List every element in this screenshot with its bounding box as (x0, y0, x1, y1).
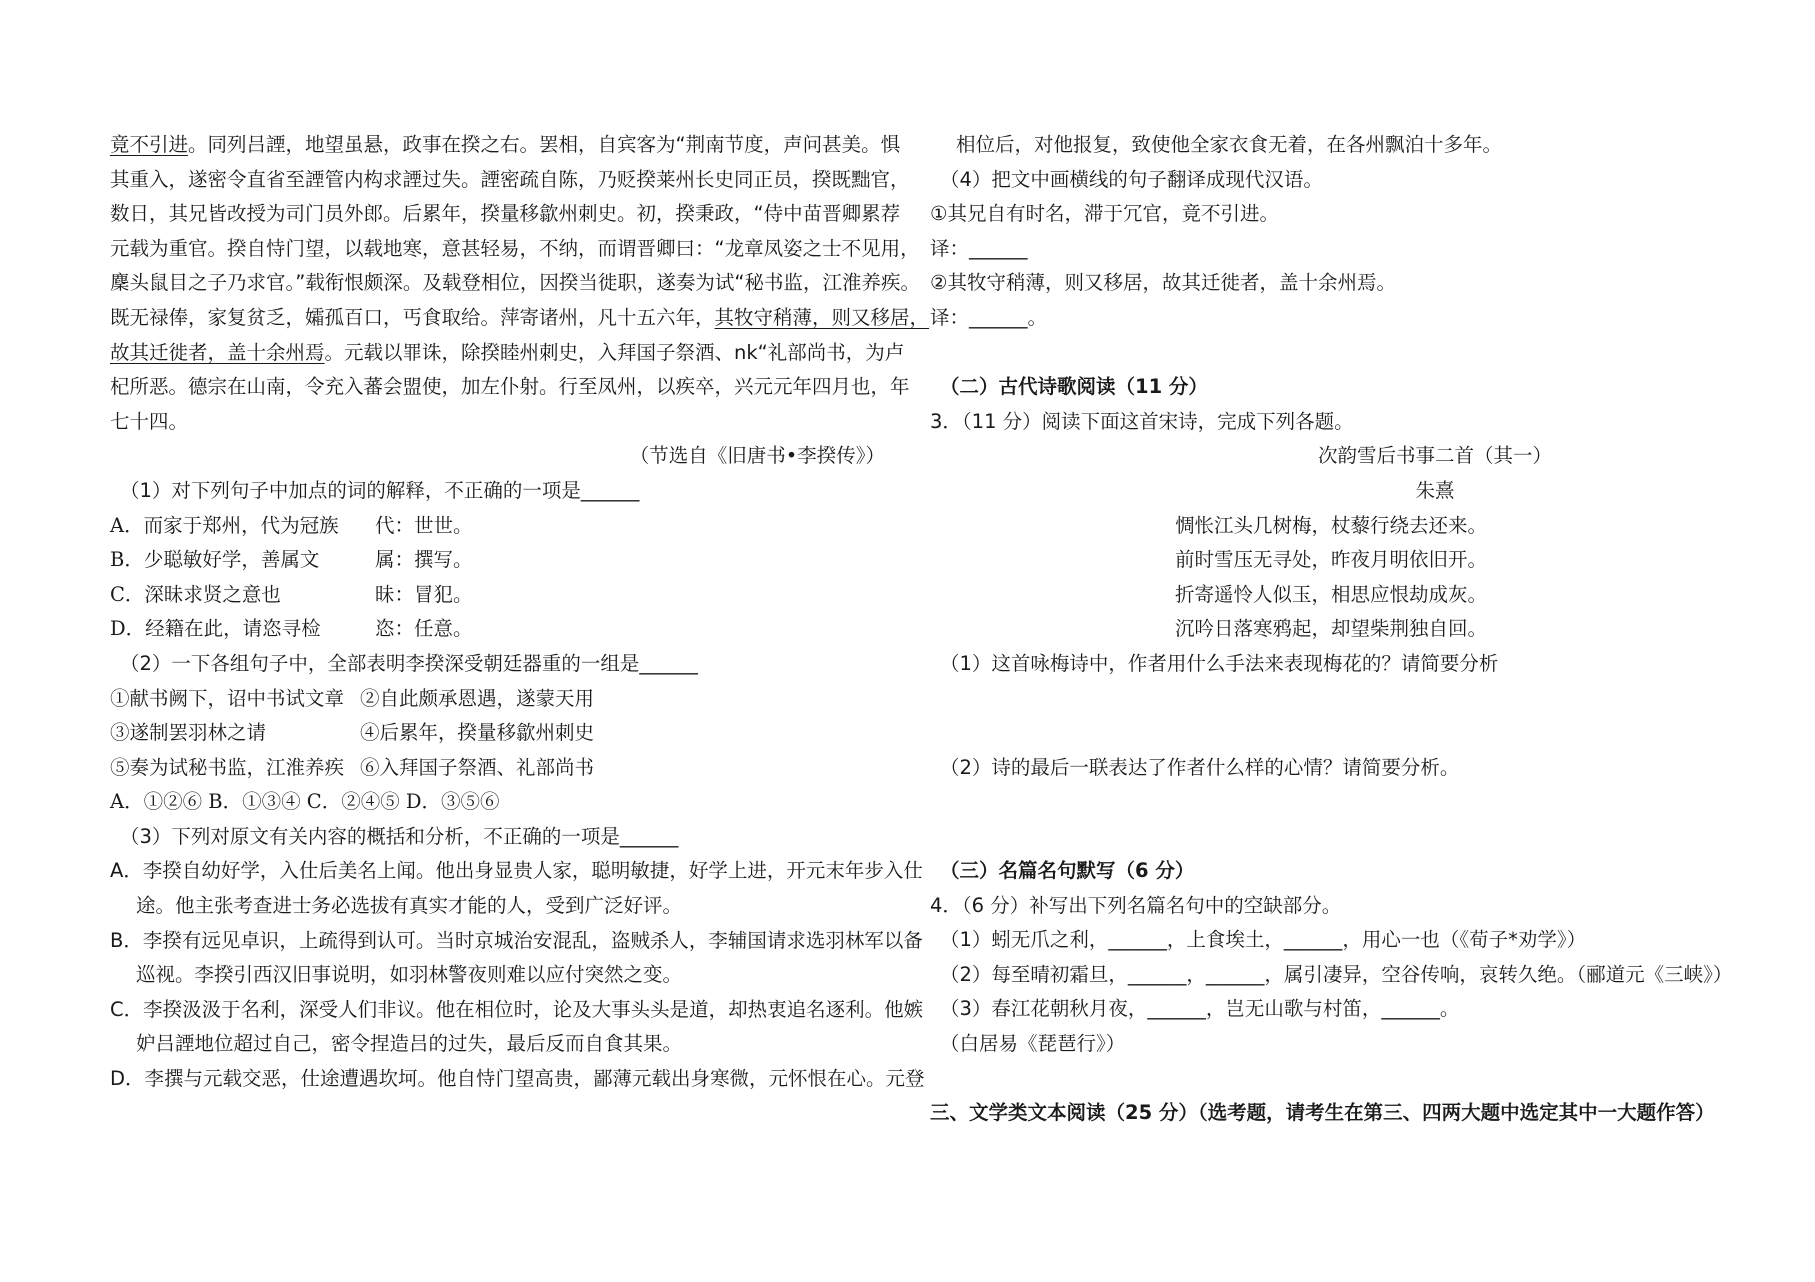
question-3-option-cont: 妒吕諲地位超过自己，密令捏造吕的过失，最后反而自食其果。 (136, 1032, 683, 1056)
question-4-sentence-2: ②其牧守稍薄，则又移居，故其迁徙者，盖十余州焉。 (930, 271, 1396, 295)
question-3-option-d-cont: 相位后，对他报复，致使他全家衣食无着，在各州飘泊十多年。 (956, 133, 1503, 156)
sentence-item: ②自此颇承恩遇，遂蒙天用 (360, 686, 595, 710)
question-1-options (110, 509, 910, 647)
sentence-item: ④后累年，揆量移歙州刺史 (360, 721, 595, 745)
option-sentence: B．少聪敏好学，善属文 (110, 548, 320, 572)
question-4-translation-2: 译：______。 (930, 305, 1048, 329)
poem-question-2: （2）诗的最后一联表达了作者什么样的心情？请简要分析。 (940, 755, 1460, 779)
question-3-option-cont: 巡视。李揆引西汉旧事说明，如羽林警夜则难以应付突然之变。 (136, 963, 683, 987)
passage-line (110, 336, 910, 371)
poem-line: 折寄遥怜人似玉，相思应恨劫成灰。 (1175, 582, 1488, 606)
sentence-group-row (110, 751, 910, 786)
question-1-stem: （1）对下列句子中加点的词的解释，不正确的一项是______ (120, 478, 640, 502)
poem-line: 前时雪压无寻处，昨夜月明依旧开。 (1175, 548, 1488, 572)
option-gloss: 属：撰写。 (375, 548, 473, 572)
passage-line (110, 163, 910, 198)
passage-text: 数日，其兄皆改授为司门员外郎。后累年，揆量移歙州刺史。初，揆秉政，“侍中苗晋卿累荐 (110, 202, 901, 226)
question-1-option (110, 578, 910, 613)
passage-text: 元载为重官。揆自恃门望，以载地寒，意甚轻易，不纳，而谓晋卿曰：“龙章凤姿之士不见用， (110, 236, 920, 260)
underlined-sentence: 故其迁徙者，盖十余州焉 (110, 340, 325, 364)
sentence-group-row (110, 682, 910, 717)
section-2-title: （二）古代诗歌阅读（11 分） (940, 375, 1208, 399)
section-3-intro: 4．（6 分）补写出下列名篇名句中的空缺部分。 (930, 893, 1342, 917)
question-1-option (110, 509, 910, 544)
poem-question-1: （1）这首咏梅诗中，作者用什么手法来表现梅花的？请简要分析 (940, 651, 1499, 675)
question-3-option: A．李揆自幼好学，入仕后美名上闻。他出身显贵人家，聪明敏捷，好学上进，开元末年步入仕 (110, 859, 923, 883)
question-2-sentence-groups (110, 682, 910, 786)
poem-lines (930, 509, 1790, 647)
sentence-item: ③遂制罢羽林之请 (110, 721, 267, 745)
passage-text: 麇头鼠目之子乃求官。”载衔恨颇深。及载登相位，因揆当徙职，遂奏为试“秘书监，江淮养疾。 (110, 271, 920, 295)
passage-line (110, 197, 910, 232)
question-1-option (110, 612, 910, 647)
question-3-option: C．李揆汲汲于名利，深受人们非议。他在相位时，论及大事头头是道，却热衷追名逐利。他嫉 (110, 997, 924, 1021)
passage-line (110, 370, 910, 405)
sentence-item: ①献书阙下，诏中书试文章 (110, 686, 345, 710)
passage-text: 。元载以罪诛，除揆睦州刺史，入拜国子祭酒、nk“礼部尚书，为卢 (324, 340, 905, 364)
poem-title: 次韵雪后书事二首（其一） (1317, 444, 1552, 468)
passage-text: 既无禄俸，家复贫乏，孀孤百口，丐食取给。萍寄诸州，凡十五六年， (110, 305, 715, 329)
fill-in-item: （2）每至晴初霜旦，______，______，属引凄异，空谷传响，哀转久绝。（郦道元《三峡》） (940, 962, 1733, 986)
fill-in-items (930, 923, 1790, 1061)
passage-line (110, 405, 910, 440)
fill-in-item: （白居易《琵琶行》） (940, 1032, 1126, 1056)
poem-line: 沉吟日落寒鸦起，却望柴荆独自回。 (1175, 617, 1488, 641)
question-3-option-cont: 途。他主张考查进士务必选拔有真实才能的人，受到广泛好评。 (136, 894, 683, 918)
sentence-item: ⑥入拜国子祭酒、礼部尚书 (360, 755, 595, 779)
option-gloss: 代：世世。 (375, 513, 473, 537)
passage-text: 七十四。 (110, 409, 189, 433)
question-2-answers: A．①②⑥ B．①③④ C．②④⑤ D．③⑤⑥ (110, 790, 500, 814)
question-3-option: B．李揆有远见卓识，上疏得到认可。当时京城治安混乱，盗贼杀人，李辅国请求选羽林军以备 (110, 928, 923, 952)
question-2-stem: （2）一下各组句子中，全部表明李揆深受朝廷器重的一组是______ (120, 651, 698, 675)
passage-line (110, 232, 920, 267)
underlined-sentence: 竟不引进 (110, 133, 189, 156)
passage-line (110, 266, 920, 301)
sentence-group-row (110, 716, 910, 751)
fill-in-item: （1）蚓无爪之利，______，上食埃土，______，用心一也（《荀子*劝学》） (940, 928, 1587, 952)
question-4-stem: （4）把文中画横线的句子翻译成现代汉语。 (940, 167, 1323, 191)
section-literary-title: 三、文学类文本阅读（25 分）（选考题，请考生在第三、四两大题中选定其中一大题作答） (930, 1101, 1715, 1125)
underlined-sentence: 其牧守稍薄，则又移居， (714, 305, 930, 329)
option-gloss: 昧：冒犯。 (375, 582, 473, 606)
left-column (110, 128, 930, 1097)
question-1-option (110, 543, 910, 578)
passage-line (110, 301, 930, 336)
passage-line (110, 128, 910, 163)
question-3-options (110, 854, 925, 1096)
passage-source: （节选自《旧唐书•李揆传》） (629, 444, 885, 468)
classical-passage (110, 128, 930, 439)
question-3-option: D．李撰与元载交恶，仕途遭遇坎坷。他自恃门望高贵，鄙薄元载出身寒微，元怀恨在心。元登 (110, 1067, 925, 1091)
passage-text: 其重入，遂密令直省至諲管内构求諲过失。諲密疏自陈，乃贬揆莱州长史同正员，揆既黜官， (110, 167, 910, 191)
option-sentence: D．经籍在此，请恣寻检 (110, 617, 321, 641)
poem-line: 惆怅江头几树梅，杖藜行绕去还来。 (1175, 513, 1488, 537)
fill-in-item: （3）春江花朝秋月夜，______，岂无山歌与村笛，______。 (940, 997, 1460, 1021)
option-sentence: C．深昧求贤之意也 (110, 582, 281, 606)
question-4-sentence-1: ①其兄自有时名，滞于冗官，竟不引进。 (930, 202, 1279, 226)
question-4-translation-1: 译：______ (930, 236, 1028, 260)
right-column (930, 128, 1790, 1131)
passage-text: 杞所恶。德宗在山南，令充入蕃会盟使，加左仆射。行至凤州，以疾卒，兴元元年四月也，年 (110, 375, 910, 399)
section-3-title: （三）名篇名句默写（6 分） (940, 859, 1195, 883)
section-2-intro: 3．（11 分）阅读下面这首宋诗，完成下列各题。 (930, 409, 1354, 433)
question-3-stem: （3）下列对原文有关内容的概括和分析，不正确的一项是______ (120, 824, 679, 848)
poem-author: 朱熹 (1415, 478, 1455, 502)
sentence-item: ⑤奏为试秘书监，江淮养疾 (110, 755, 345, 779)
option-gloss: 恣：任意。 (375, 617, 473, 641)
passage-text: 。同列吕諲，地望虽悬，政事在揆之右。罢相，自宾客为“荆南节度，声问甚美。惧 (188, 133, 901, 156)
option-sentence: A．而家于郑州，代为冠族 (110, 513, 339, 537)
